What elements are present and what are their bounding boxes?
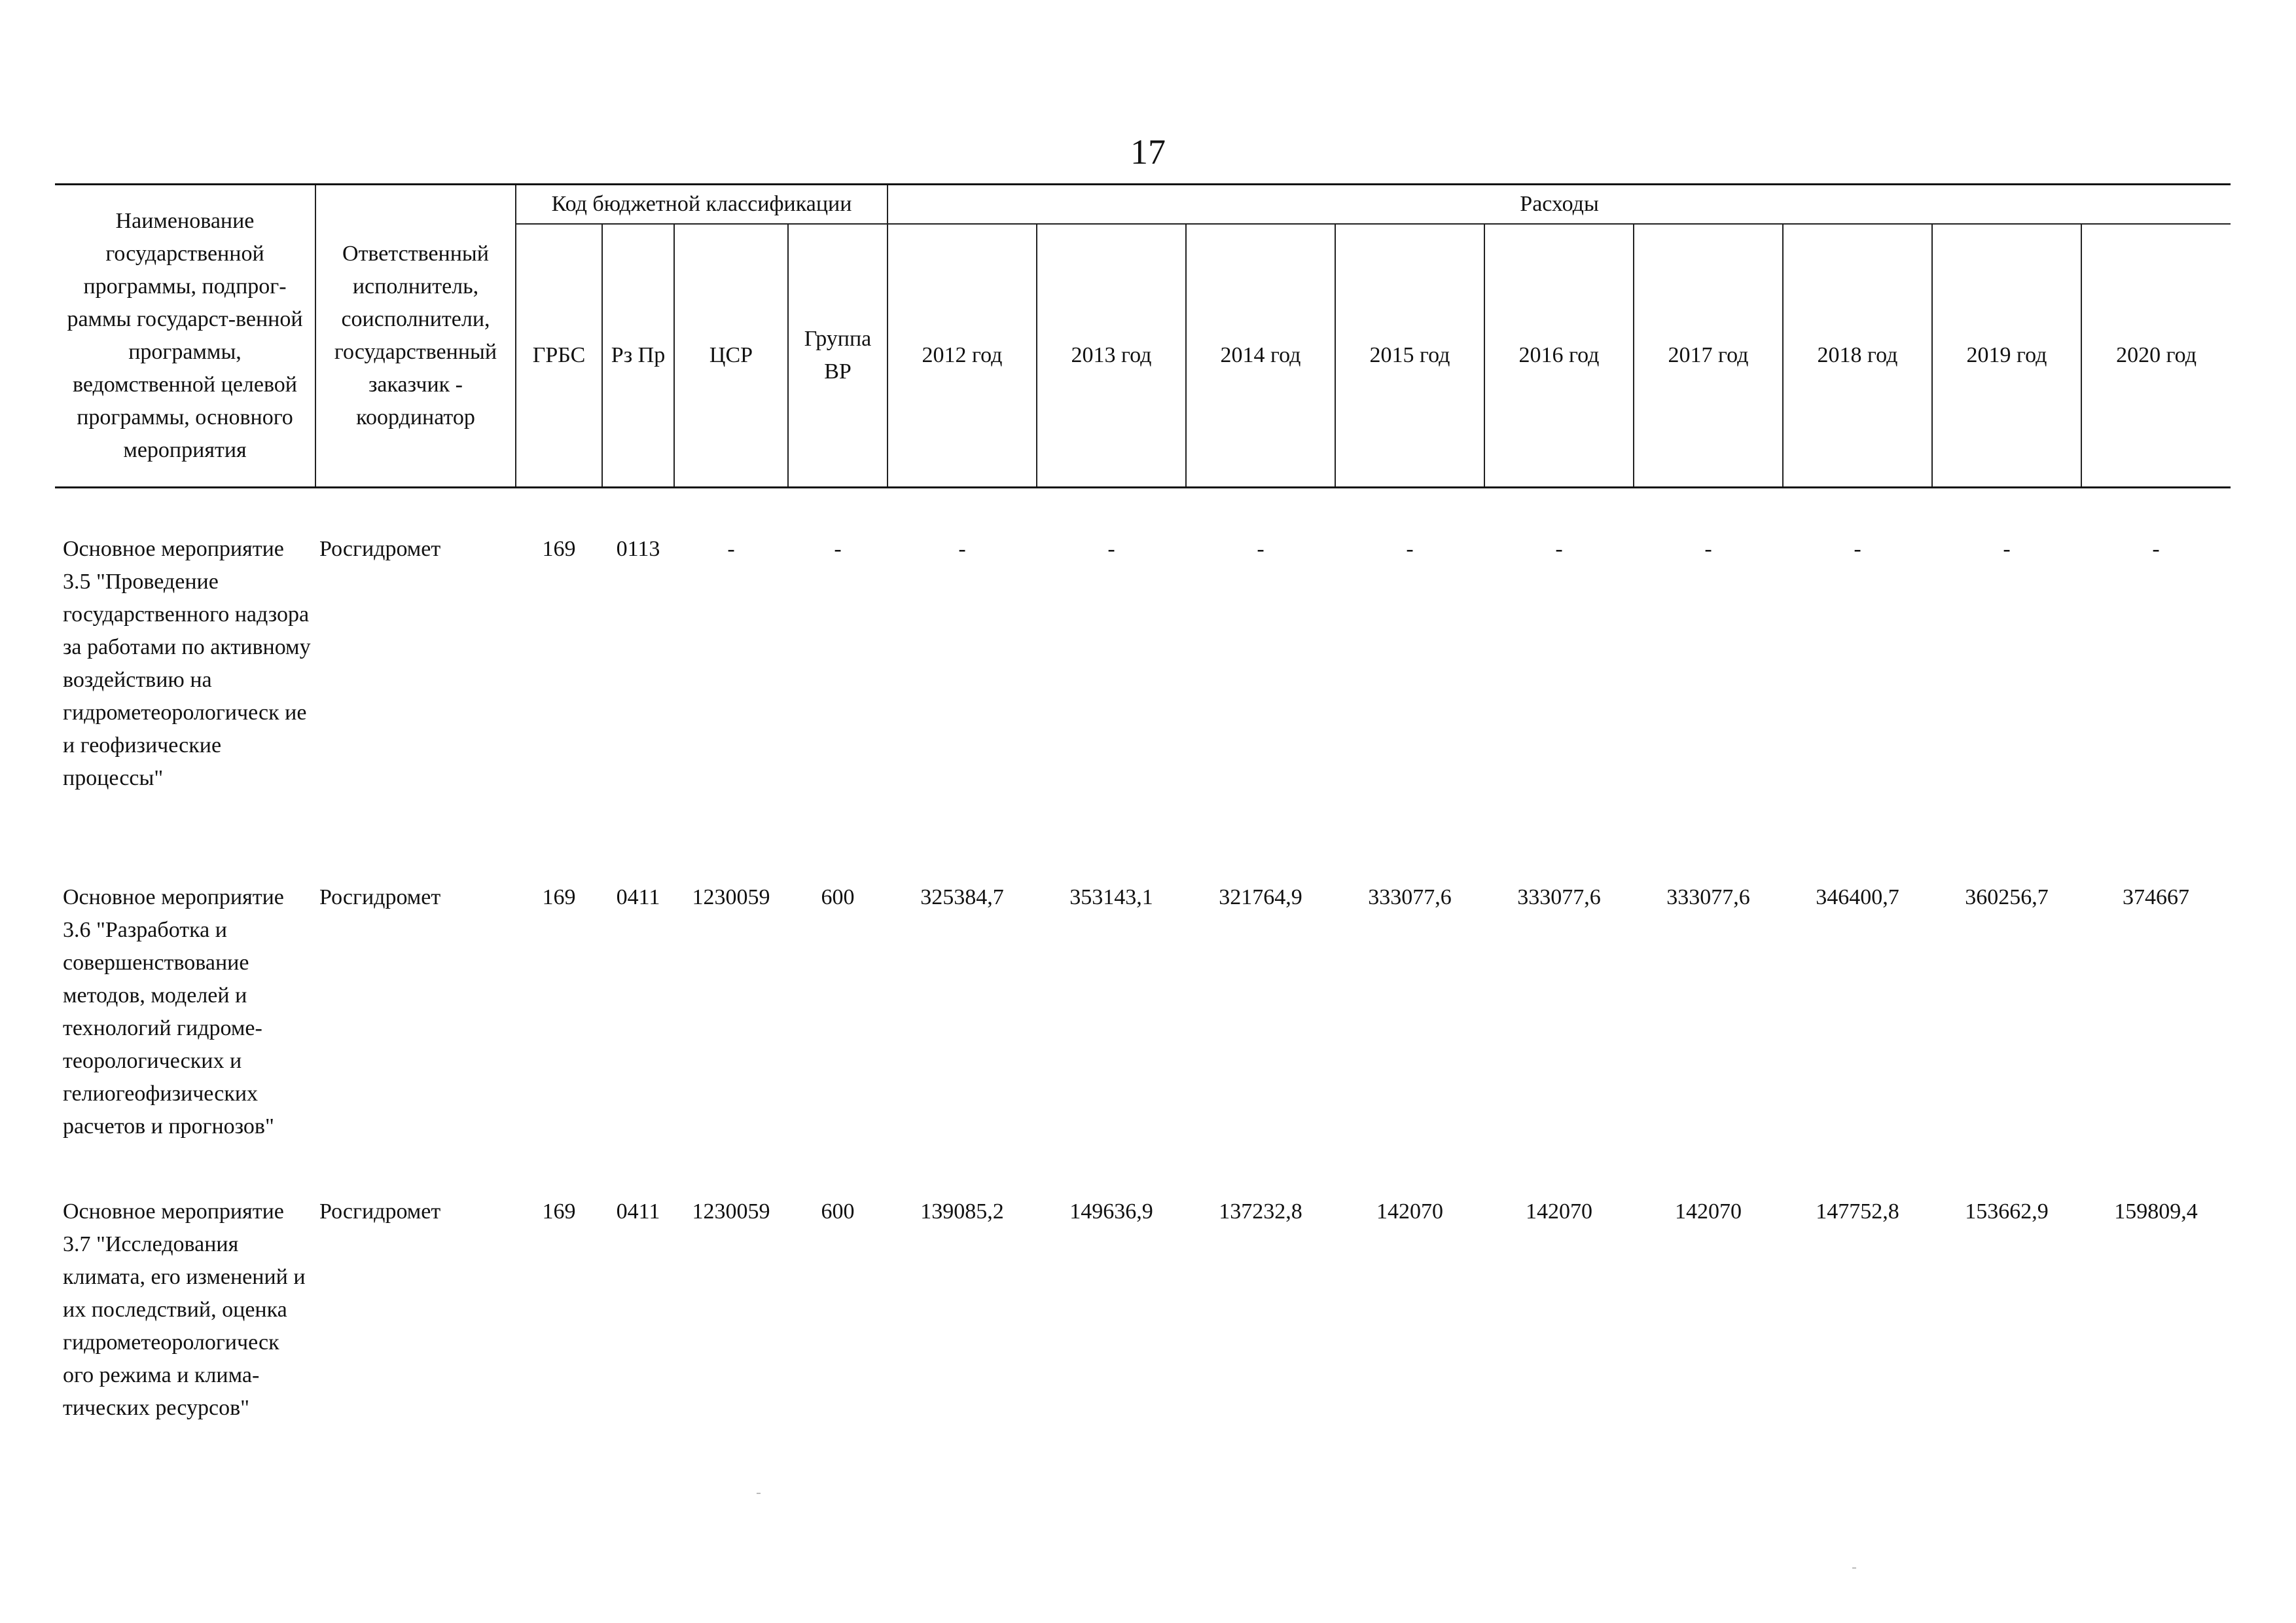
row-value-2018: 346400,7 [1816, 885, 1899, 909]
header-expenses-group: Расходы [888, 185, 2231, 225]
row-name: Основное мероприятие 3.5 "Проведение государственного надзора за работами по активному воздействию на гидрометеорологическ ие и геофизические процессы" [63, 537, 311, 790]
row-value-2014: 137232,8 [1219, 1199, 1302, 1224]
row-value-2017: 142070 [1675, 1199, 1742, 1224]
row-value-2013: - [1107, 537, 1115, 561]
row-value-2014: - [1257, 537, 1265, 561]
row-value-2015: 142070 [1376, 1199, 1444, 1224]
row-value-2012: 325384,7 [920, 885, 1004, 909]
header-year: 2018 год [1783, 224, 1932, 488]
row-value-2018: - [1854, 537, 1861, 561]
row-value-2016: 333077,6 [1517, 885, 1601, 909]
row-csr: - [727, 537, 735, 561]
row-responsible: Росгидромет [319, 885, 441, 909]
row-value-2012: 139085,2 [920, 1199, 1004, 1224]
header-year: 2012 год [888, 224, 1037, 488]
row-vr: 600 [821, 1199, 855, 1224]
header-year: 2015 год [1335, 224, 1484, 488]
row-responsible: Росгидромет [319, 537, 441, 561]
table-row [55, 1188, 2231, 1503]
row-value-2015: - [1406, 537, 1414, 561]
row-responsible: Росгидромет [319, 1199, 441, 1224]
row-value-2016: - [1555, 537, 1563, 561]
row-value-2020: - [2152, 537, 2160, 561]
row-value-2012: - [958, 537, 966, 561]
scan-speck [1852, 1567, 1856, 1569]
header-responsible-column: Ответственный исполнитель, соисполнители, государственный заказчик - координатор [315, 185, 516, 488]
row-vr: - [834, 537, 842, 561]
row-csr: 1230059 [692, 1199, 770, 1224]
row-name: Основное мероприятие 3.6 "Разработка и совершенствование методов, моделей и технологий гидроме-теорологических и гелиогеофизических расчетов и прогнозов" [63, 885, 284, 1139]
row-value-2019: 360256,7 [1965, 885, 2049, 909]
header-year: 2019 год [1932, 224, 2081, 488]
row-value-2020: 159809,4 [2114, 1199, 2198, 1224]
budget-table [55, 183, 2231, 1503]
header-rzpr: Рз Пр [602, 224, 674, 488]
row-grbs: 169 [542, 537, 576, 561]
table-header [55, 185, 2231, 488]
row-value-2017: 333077,6 [1666, 885, 1750, 909]
row-rzpr: 0113 [616, 537, 660, 561]
row-value-2017: - [1704, 537, 1712, 561]
row-grbs: 169 [542, 1199, 576, 1224]
row-value-2019: 153662,9 [1965, 1199, 2049, 1224]
row-vr: 600 [821, 885, 855, 909]
header-name-column: Наименование государственной программы, подпрог-раммы государст-венной программы, ведомственной целевой программы, основного мероприятия [55, 185, 315, 488]
header-year: 2017 год [1634, 224, 1783, 488]
row-value-2013: 353143,1 [1069, 885, 1153, 909]
row-value-2018: 147752,8 [1816, 1199, 1899, 1224]
header-budget-code-group: Код бюджетной классификации [516, 185, 888, 225]
header-year: 2013 год [1037, 224, 1186, 488]
row-value-2020: 374667 [2123, 885, 2190, 909]
page-number: 17 [1130, 132, 1166, 172]
row-rzpr: 0411 [616, 1199, 660, 1224]
row-value-2015: 333077,6 [1368, 885, 1452, 909]
row-name: Основное мероприятие 3.7 "Исследования климата, его изменений и их последствий, оценка гидрометеорологическ ого режима и клима-тических ресурсов" [63, 1199, 306, 1420]
table-body [55, 488, 2231, 1504]
row-rzpr: 0411 [616, 885, 660, 909]
row-value-2014: 321764,9 [1219, 885, 1302, 909]
header-csr: ЦСР [674, 224, 788, 488]
table-row [55, 873, 2231, 1188]
header-group-vr: Группа ВР [788, 224, 888, 488]
row-value-2019: - [2003, 537, 2011, 561]
header-year: 2014 год [1186, 224, 1335, 488]
header-year: 2016 год [1484, 224, 1634, 488]
row-value-2016: 142070 [1526, 1199, 1593, 1224]
row-value-2013: 149636,9 [1069, 1199, 1153, 1224]
header-grbs: ГРБС [516, 224, 602, 488]
header-year: 2020 год [2081, 224, 2231, 488]
scan-speck [757, 1493, 761, 1494]
row-grbs: 169 [542, 885, 576, 909]
row-csr: 1230059 [692, 885, 770, 909]
table-row [55, 522, 2231, 873]
